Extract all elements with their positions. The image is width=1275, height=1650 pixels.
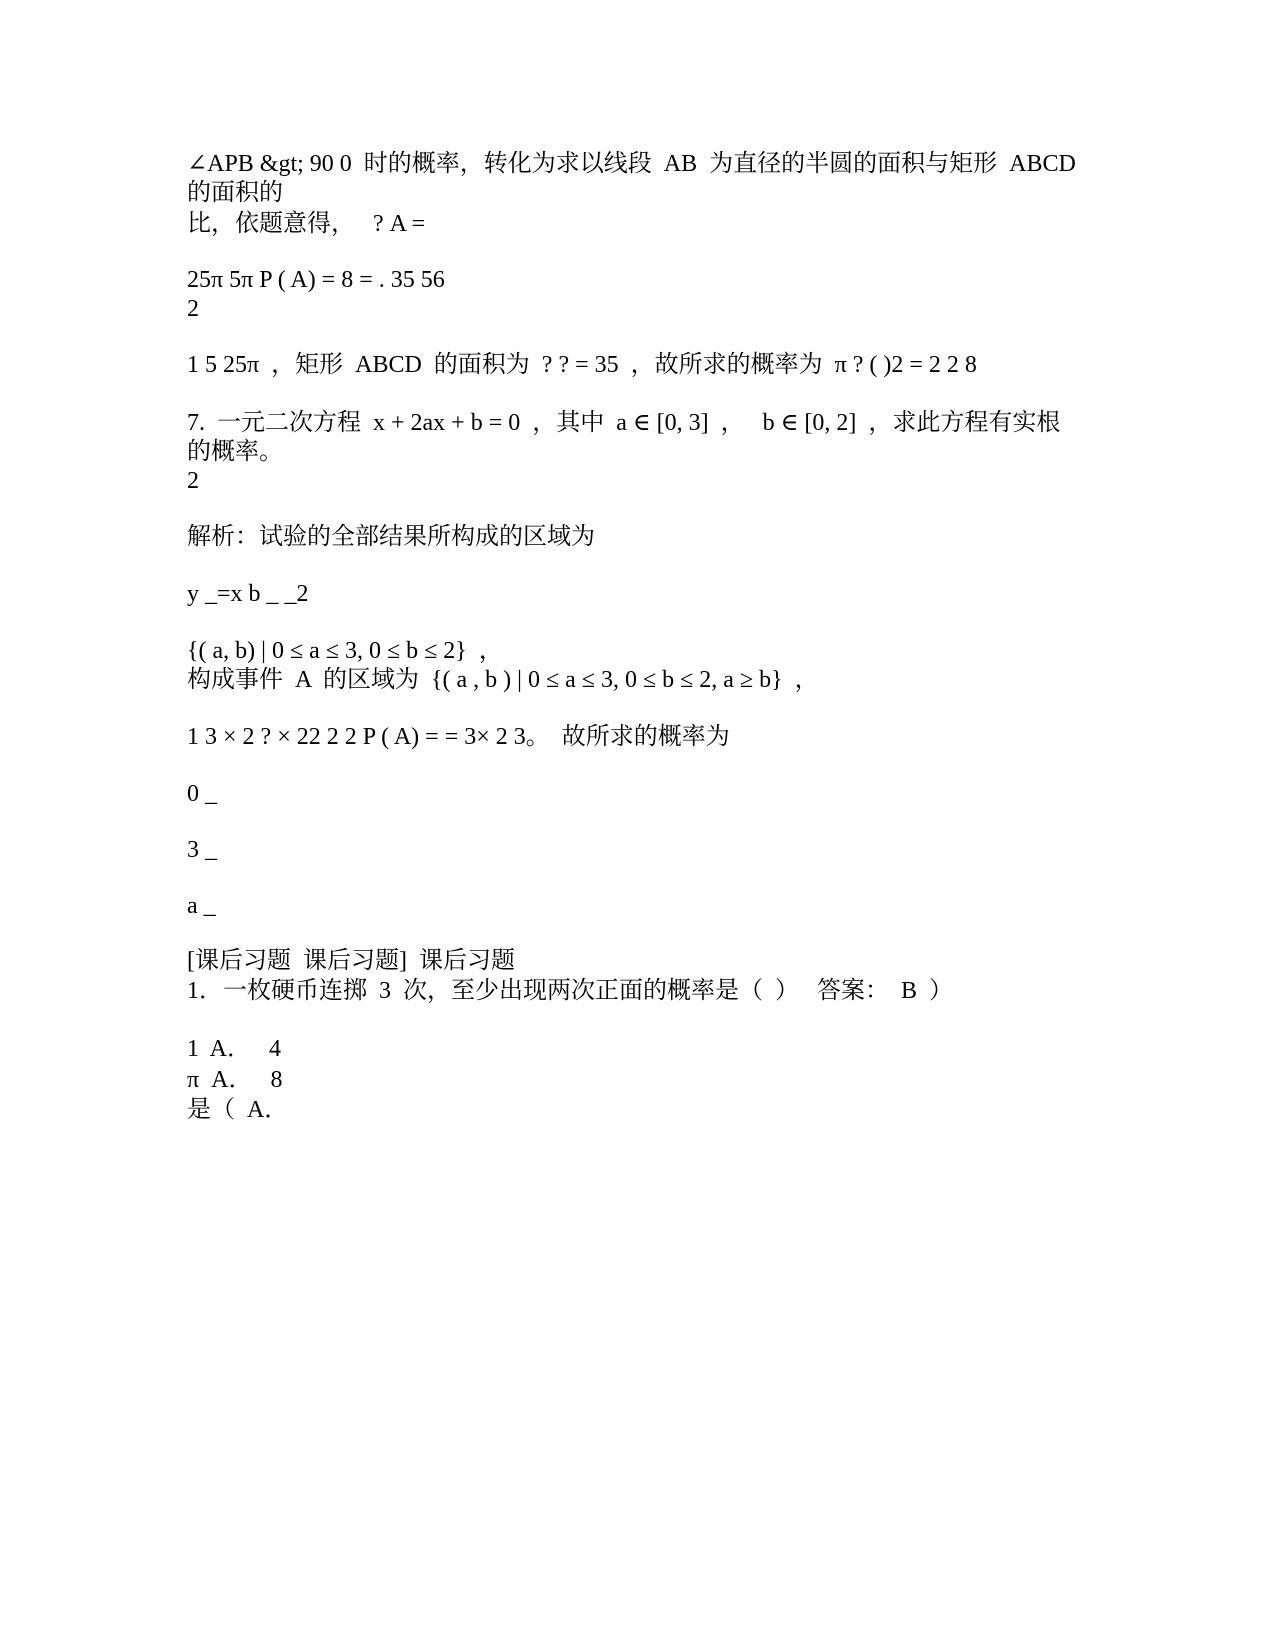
- exercise-1-text: 1．一枚硬币连掷 3 次，至少出现两次正面的概率是（ ） 答案： B ）: [187, 978, 954, 1004]
- text-line-sample-space: {( a, b) | 0 ≤ a ≤ 3, 0 ≤ b ≤ 2} ，: [187, 638, 503, 664]
- text-line-denominator: 2: [187, 296, 199, 322]
- text-line-event-region: 构成事件 A 的区域为 {( a , b ) | 0 ≤ a ≤ 3, 0 ≤ b ≤ 2, a ≥ b} ，: [187, 667, 819, 693]
- text-line-probability-formula: 25π 5π P ( A) = 8 = . 35 56: [187, 267, 445, 293]
- question-7-text-continued: 的概率。: [187, 439, 283, 465]
- exercise-1-option-a-pi: π A． 8: [187, 1067, 283, 1093]
- text-line-given: 比，依题意得， ? A =: [187, 211, 426, 237]
- section-heading-exercises: [课后习题 课后习题] 课后习题: [187, 948, 515, 974]
- exercise-1-option-a: 1 A． 4: [187, 1036, 282, 1062]
- text-line-axis-3: 3 _: [187, 837, 217, 863]
- text-line-rectangle-area: 1 5 25π ，矩形 ABCD 的面积为 ? ? = 35 ，故所求的概率为 π ? ( )2 = 2 2 8: [187, 352, 977, 378]
- text-line-axis-0: 0 _: [187, 781, 217, 807]
- exercise-1-fragment: 是（ A．: [187, 1097, 289, 1123]
- text-line-axis-a: a _: [187, 893, 216, 919]
- text-line-exponent: 2: [187, 468, 199, 494]
- solution-heading: 解析：试验的全部结果所构成的区域为: [187, 524, 595, 550]
- text-line-graph-label: y _=x b _ _2: [187, 581, 309, 607]
- question-7-text: 7. 一元二次方程 x + 2ax + b = 0 ，其中 a ∈ [0, 3] ， b ∈ [0, 2] ，求此方程有实根: [187, 410, 1061, 436]
- text-line-area-ratio: 的面积的: [187, 180, 283, 206]
- text-line-angle-condition: ∠APB &gt; 90 0 时的概率，转化为求以线段 AB 为直径的半圆的面积与矩形 ABCD: [187, 151, 1076, 177]
- text-line-probability-result: 1 3 × 2 ? × 22 2 2 P ( A) = = 3× 2 3。 故所求的概率为: [187, 724, 730, 750]
